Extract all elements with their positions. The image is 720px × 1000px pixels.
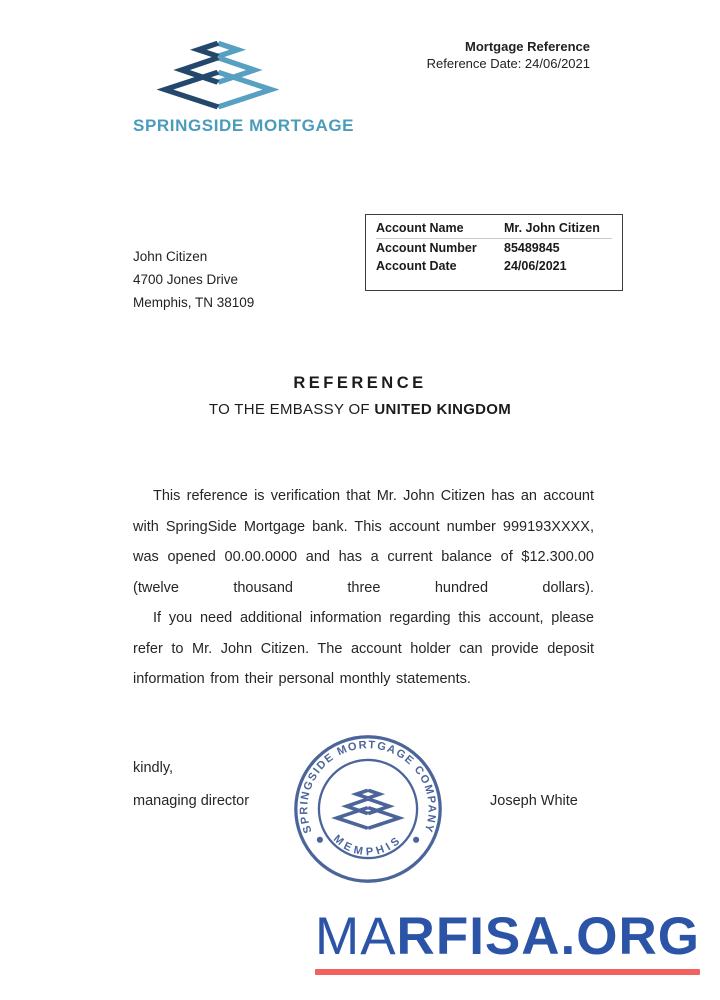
company-stamp bbox=[291, 732, 445, 886]
letter-body bbox=[133, 481, 594, 695]
account-name-value: Mr. John Citizen bbox=[504, 221, 600, 235]
stamp-pyramid-icon bbox=[337, 790, 399, 828]
account-number-label: Account Number bbox=[376, 240, 477, 255]
account-date-value: 24/06/2021 bbox=[504, 259, 567, 273]
account-info-box bbox=[365, 214, 623, 291]
letter-title-block bbox=[0, 374, 720, 418]
site-watermark-underline bbox=[315, 969, 700, 975]
account-number-value: 85489845 bbox=[504, 240, 560, 255]
recipient-name: John Citizen bbox=[133, 249, 208, 264]
signature-name: Joseph White bbox=[490, 793, 578, 809]
letter-subtitle-prefix: TO THE EMBASSY OF bbox=[208, 401, 375, 418]
recipient-street: 4700 Jones Drive bbox=[133, 272, 239, 287]
account-row-number bbox=[376, 239, 612, 258]
account-row-date bbox=[376, 257, 612, 276]
stamp-top-text: SPRINGSIDE MORTGAGE COMPANY bbox=[298, 739, 438, 835]
reference-date: Reference Date: 24/06/2021 bbox=[426, 56, 590, 71]
stamp-left-dot bbox=[317, 837, 323, 843]
signature-closing: kindly, bbox=[133, 760, 174, 776]
letter-title: REFERENCE bbox=[293, 374, 427, 392]
springside-pyramid-logo-icon bbox=[157, 36, 279, 112]
site-watermark bbox=[315, 907, 700, 975]
account-date-label: Account Date bbox=[376, 259, 457, 273]
site-watermark-bold: RFISA.ORG bbox=[396, 907, 700, 966]
letter-subtitle-bold: UNITED KINGDOM bbox=[374, 401, 512, 418]
account-name-label: Account Name bbox=[376, 221, 464, 235]
signature-role: managing director bbox=[133, 793, 250, 809]
letter-subtitle bbox=[0, 401, 720, 418]
recipient-address bbox=[133, 245, 254, 314]
brand-wordmark: SPRINGSIDE MORTGAGE bbox=[133, 116, 355, 135]
account-row-name bbox=[376, 219, 612, 239]
body-paragraph-1: This reference is verification that Mr. John Citizen has an account with SpringSide Mortgage bank. This account number 999193XXXX, was opened 00.00.0000 and has a current balance of $12.300.00 (twelve thousand three hundred dollars). bbox=[133, 488, 594, 596]
document-title: Mortgage Reference bbox=[465, 39, 590, 54]
stamp-bottom-text: MEMPHIS bbox=[330, 832, 406, 859]
document-header bbox=[427, 38, 590, 72]
site-watermark-light: MA bbox=[315, 907, 397, 966]
stamp-right-dot bbox=[413, 837, 419, 843]
body-paragraph-2: If you need additional information regarding this account, please refer to Mr. John Citizen. The account holder can provide deposit information from their personal monthly statements. bbox=[133, 610, 594, 687]
recipient-city: Memphis, TN 38109 bbox=[133, 295, 255, 310]
site-watermark-text bbox=[315, 907, 700, 966]
brand-block bbox=[133, 36, 355, 136]
